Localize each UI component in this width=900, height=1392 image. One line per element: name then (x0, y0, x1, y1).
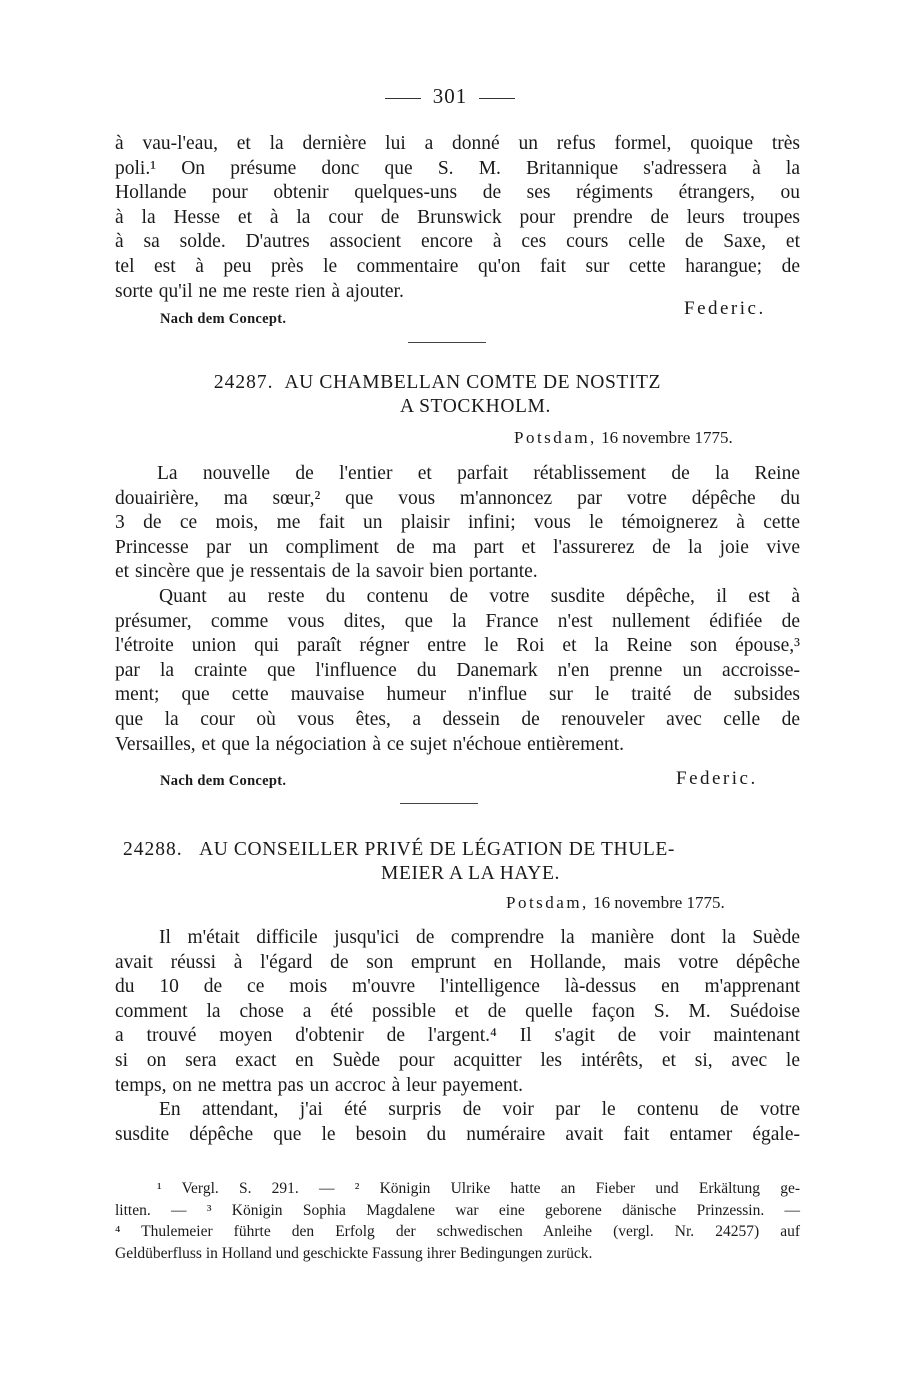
heading-line: AU CHAMBELLAN COMTE DE NOSTITZ (284, 372, 662, 393)
signature: Federic. (684, 298, 766, 319)
text-line: Hollande pour obtenir quelques-uns de ses régiments étrangers, ou (115, 182, 800, 204)
text-line: tel est à peu près le commentaire qu'on fait sur cette harangue; de (115, 255, 800, 277)
letter-body (115, 926, 800, 1147)
text-line: a trouvé moyen d'obtenir de l'argent.⁴ Il s'agit de voir maintenant (115, 1025, 800, 1047)
date-place: Potsdam, (514, 428, 597, 447)
footnote-line: litten. — ³ Königin Sophia Magdalene war eine geborene dänische Prinzessin. — (115, 1201, 800, 1219)
source-note: Nach dem Concept. (160, 311, 287, 327)
text-line: à sa solde. D'autres associent encore à ces cours celle de Saxe, et (115, 231, 800, 253)
letter-number: 24287. (213, 372, 274, 393)
letter-number: 24288. (123, 839, 183, 860)
letter-heading (115, 839, 800, 885)
text-line: 3 de ce mois, me fait un plaisir infini; vous le témoignerez à cette (115, 512, 800, 534)
text-line: que la cour où vous êtes, a dessein de renouveler avec celle de (115, 708, 800, 730)
letter-date (506, 893, 725, 913)
text-line: comment la chose a été possible et de quelle façon S. M. Suédoise (115, 1000, 800, 1022)
section-divider (400, 803, 478, 804)
text-line: à la Hesse et à la cour de Brunswick pour prendre de leurs troupes (115, 206, 800, 228)
letter-body (115, 462, 800, 757)
heading-line: A STOCKHOLM. (400, 396, 551, 417)
text-line: si on sera exact en Suède pour acquitter les intérêts, et si, avec le (115, 1049, 800, 1071)
text-line: du 10 de ce mois m'ouvre l'intelligence là-dessus en m'apprenant (115, 976, 800, 998)
letter-heading (115, 372, 800, 418)
text-line: et sincère que je ressentais de la savoir bien portante. (115, 561, 538, 583)
page-number: 301 (0, 84, 900, 109)
text-line: douairière, ma sœur,² que vous m'annoncez par votre dépêche du (115, 487, 800, 509)
letter-date (514, 428, 733, 448)
text-line: Versailles, et que la négociation à ce sujet n'échoue entièrement. (115, 733, 625, 755)
source-note: Nach dem Concept. (160, 773, 287, 789)
section-divider (408, 342, 486, 343)
text-line: à vau-l'eau, et la dernière lui a donné un refus formel, quoique très (115, 133, 800, 154)
date-text: 16 novembre 1775. (601, 428, 733, 447)
heading-line: AU CONSEILLER PRIVÉ DE LÉGATION DE THULE- (199, 839, 675, 860)
text-line: avait réussi à l'égard de son emprunt en Hollande, mais votre dépêche (115, 951, 800, 973)
date-text: 16 novembre 1775. (593, 893, 725, 912)
text-line: Il m'était difficile jusqu'ici de comprendre la manière dont la Suède (159, 927, 800, 948)
date-place: Potsdam, (506, 893, 589, 912)
text-line: En attendant, j'ai été surpris de voir par le contenu de votre (159, 1099, 800, 1121)
text-line: l'étroite union qui paraît régner entre le Roi et la Reine son épouse,³ (115, 635, 800, 657)
text-line: sorte qu'il ne me reste rien à ajouter. (115, 280, 404, 302)
continuation-paragraph (115, 132, 800, 304)
text-line: par la crainte que l'influence du Danemark n'en prenne un accroisse- (115, 659, 800, 681)
text-line: La nouvelle de l'entier et parfait rétablissement de la Reine (157, 463, 800, 484)
footnote-line: Geldüberfluss in Holland und geschickte Fassung ihrer Bedingungen zurück. (115, 1244, 593, 1262)
footnote-line: ⁴ Thulemeier führte den Erfolg der schwedischen Anleihe (vergl. Nr. 24257) auf (115, 1223, 800, 1240)
text-line: temps, on ne mettra pas un accroc à leur payement. (115, 1074, 524, 1096)
page-number-dash-left (385, 98, 421, 99)
heading-line: MEIER A LA HAYE. (381, 863, 560, 884)
signature: Federic. (676, 768, 758, 789)
text-line: Princesse par un compliment de ma part et l'assurerez de la joie vive (115, 536, 800, 558)
text-line: ment; que cette mauvaise humeur n'influe sur le traité de subsides (115, 684, 800, 706)
text-line: susdite dépêche que le besoin du numéraire avait fait entamer égale- (115, 1123, 800, 1145)
text-line: Quant au reste du contenu de votre susdite dépêche, il est à (159, 585, 800, 607)
text-line: poli.¹ On présume donc que S. M. Britannique s'adressera à la (115, 157, 800, 179)
text-line: présumer, comme vous dites, que la France n'est nullement édifiée de (115, 610, 800, 632)
page-number-dash-right (479, 98, 515, 99)
footnote-line: ¹ Vergl. S. 291. — ² Königin Ulrike hatte an Fieber und Erkältung ge- (157, 1180, 800, 1197)
footnotes (115, 1178, 800, 1264)
